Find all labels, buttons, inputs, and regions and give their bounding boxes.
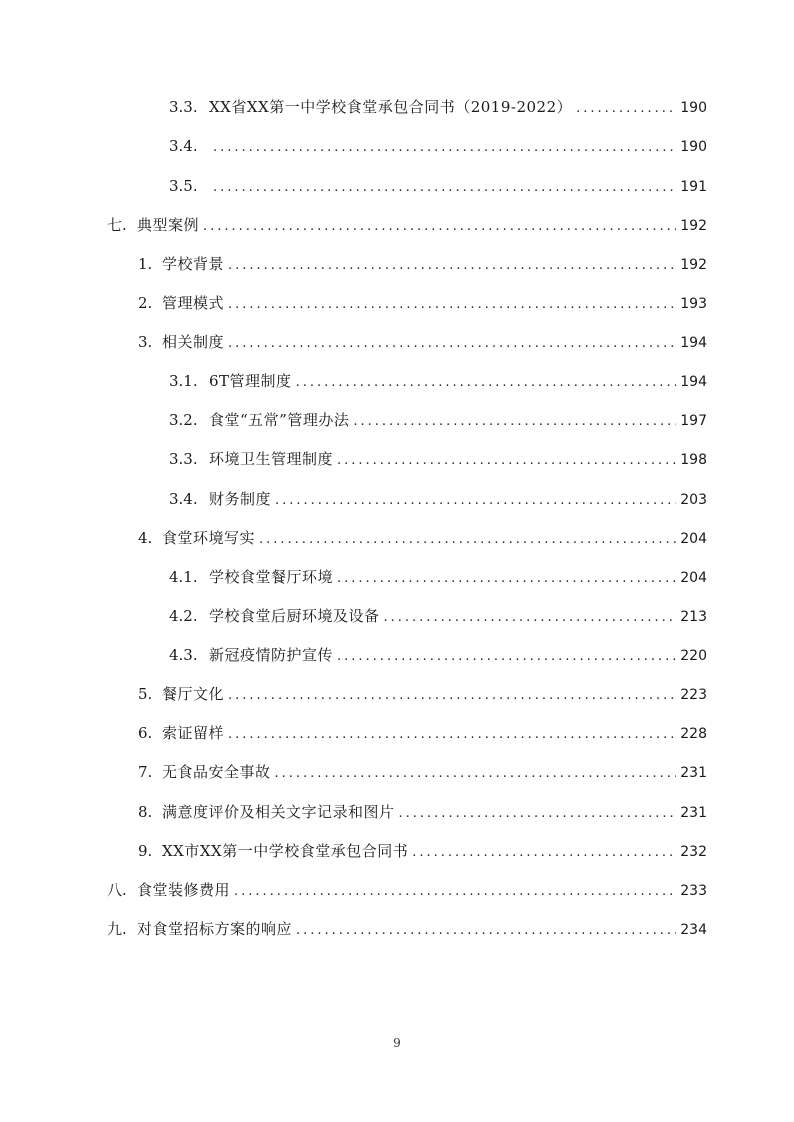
toc-entry-number: 1.: [138, 255, 153, 273]
dot-leader: [384, 608, 677, 628]
toc-entry[interactable]: [138, 841, 707, 863]
toc-entry[interactable]: [169, 176, 707, 198]
toc-entry-page: 223: [680, 687, 707, 703]
toc-entry-page: 194: [680, 335, 707, 351]
toc-entry-title: 食堂装修费用: [137, 881, 231, 899]
toc-entry-title: 6T管理制度: [209, 372, 292, 390]
toc-entry-number: 4.3.: [169, 646, 198, 664]
dot-leader: [228, 295, 676, 315]
toc-entry-number: 3.4.: [169, 137, 198, 155]
dot-leader: [228, 686, 676, 706]
toc-entry[interactable]: [169, 567, 707, 589]
toc-entry-page: 233: [680, 883, 707, 899]
toc-entry[interactable]: [138, 332, 707, 354]
toc-entry-title: 学校食堂餐厅环境: [209, 568, 334, 586]
toc-entry-title: 相关制度: [162, 333, 225, 351]
toc-entry-title: 对食堂招标方案的响应: [137, 920, 293, 938]
toc-entry-title: 食堂环境写实: [162, 529, 256, 547]
toc-entry-title: 索证留样: [162, 724, 225, 742]
toc-entry-page: 192: [680, 218, 707, 234]
toc-entry[interactable]: [107, 215, 707, 237]
dot-leader: [259, 530, 676, 550]
toc-entry-number: 7.: [138, 763, 153, 781]
dot-leader: [337, 451, 676, 471]
toc-entry-page: 198: [680, 452, 707, 468]
toc-entry-page: 234: [680, 922, 707, 938]
toc-entry[interactable]: [138, 762, 707, 784]
toc-entry-page: 190: [680, 139, 707, 155]
toc-entry-number: 2.: [138, 294, 153, 312]
page-number-footer: 9: [393, 1036, 401, 1050]
toc-entry[interactable]: [169, 449, 707, 471]
toc-entry-page: 231: [680, 765, 707, 781]
toc-entry[interactable]: [107, 919, 707, 941]
dot-leader: [412, 843, 676, 863]
toc-entry-title: 财务制度: [209, 490, 272, 508]
toc-entry[interactable]: [169, 410, 707, 432]
toc-entry-number: 4.1.: [169, 568, 198, 586]
toc-entry-title: 学校食堂后厨环境及设备: [209, 607, 380, 625]
toc-entry-number: 八.: [107, 881, 127, 899]
toc-entry[interactable]: [138, 254, 707, 276]
dot-leader: [399, 804, 677, 824]
dot-leader: [228, 725, 676, 745]
toc-entry-number: 3.1.: [169, 372, 198, 390]
dot-leader: [234, 882, 676, 902]
toc-entry-page: 231: [680, 805, 707, 821]
toc-entry-title: 学校背景: [162, 255, 225, 273]
toc-entry-number: 3.: [138, 333, 153, 351]
dot-leader: [296, 373, 677, 393]
toc-entry-page: 228: [680, 726, 707, 742]
toc-entry[interactable]: [138, 802, 707, 824]
toc-entry-page: 232: [680, 844, 707, 860]
toc-entry-number: 3.3.: [169, 98, 198, 116]
toc-entry-title: XX省XX第一中学校食堂承包合同书（2019-2022）: [209, 98, 573, 116]
toc-entry-page: 204: [680, 570, 707, 586]
toc-entry-title: 环境卫生管理制度: [209, 450, 334, 468]
toc-entry[interactable]: [169, 645, 707, 667]
toc-entry-title: 食堂“五常”管理办法: [209, 411, 350, 429]
toc-entry-title: 典型案例: [137, 216, 200, 234]
toc-entry-title: XX市XX第一中学校食堂承包合同书: [162, 842, 409, 860]
dot-leader: [576, 99, 676, 119]
toc-entry-number: 九.: [107, 920, 127, 938]
toc-entry-number: 3.2.: [169, 411, 198, 429]
dot-leader: [213, 138, 676, 158]
toc-entry-number: 3.5.: [169, 177, 198, 195]
toc-entry[interactable]: [169, 371, 707, 393]
toc-entry[interactable]: [107, 880, 707, 902]
toc-entry-page: 197: [680, 413, 707, 429]
toc-entry-page: 193: [680, 296, 707, 312]
dot-leader: [296, 921, 676, 941]
toc-entry-number: 七.: [107, 216, 127, 234]
dot-leader: [213, 178, 676, 198]
toc-entry-number: 3.4.: [169, 490, 198, 508]
dot-leader: [337, 647, 676, 667]
toc-entry-number: 4.2.: [169, 607, 198, 625]
toc-entry-page: 191: [680, 179, 707, 195]
toc-entry-number: 3.3.: [169, 450, 198, 468]
toc-entry-page: 220: [680, 648, 707, 664]
toc-entry-page: 203: [680, 492, 707, 508]
toc-entry[interactable]: [138, 723, 707, 745]
toc-entry-title: 新冠疫情防护宣传: [209, 646, 334, 664]
dot-leader: [275, 491, 676, 511]
toc-entry-page: 194: [680, 374, 707, 390]
dot-leader: [203, 217, 676, 237]
toc-entry-page: 190: [680, 100, 707, 116]
toc-entry-page: 204: [680, 531, 707, 547]
toc-entry-number: 9.: [138, 842, 153, 860]
toc-entry[interactable]: [169, 606, 707, 628]
toc-entry-page: 192: [680, 257, 707, 273]
toc-entry-number: 8.: [138, 803, 153, 821]
dot-leader: [275, 764, 677, 784]
toc-entry-number: 5.: [138, 685, 153, 703]
toc-entry[interactable]: [138, 684, 707, 706]
toc-entry-number: 4.: [138, 529, 153, 547]
toc-entry[interactable]: [169, 136, 707, 158]
toc-entry-title: 管理模式: [162, 294, 225, 312]
toc-entry[interactable]: [169, 97, 707, 119]
toc-entry[interactable]: [138, 528, 707, 550]
toc-entry-title: 无食品安全事故: [162, 763, 271, 781]
dot-leader: [337, 569, 676, 589]
dot-leader: [228, 334, 676, 354]
toc-entry-title: 满意度评价及相关文字记录和图片: [162, 803, 395, 821]
dot-leader: [353, 412, 676, 432]
toc-entry-page: 213: [680, 609, 707, 625]
toc-entry[interactable]: [138, 293, 707, 315]
dot-leader: [228, 256, 676, 276]
toc-entry-title: 餐厅文化: [162, 685, 225, 703]
toc-entry-number: 6.: [138, 724, 153, 742]
toc-entry[interactable]: [169, 489, 707, 511]
